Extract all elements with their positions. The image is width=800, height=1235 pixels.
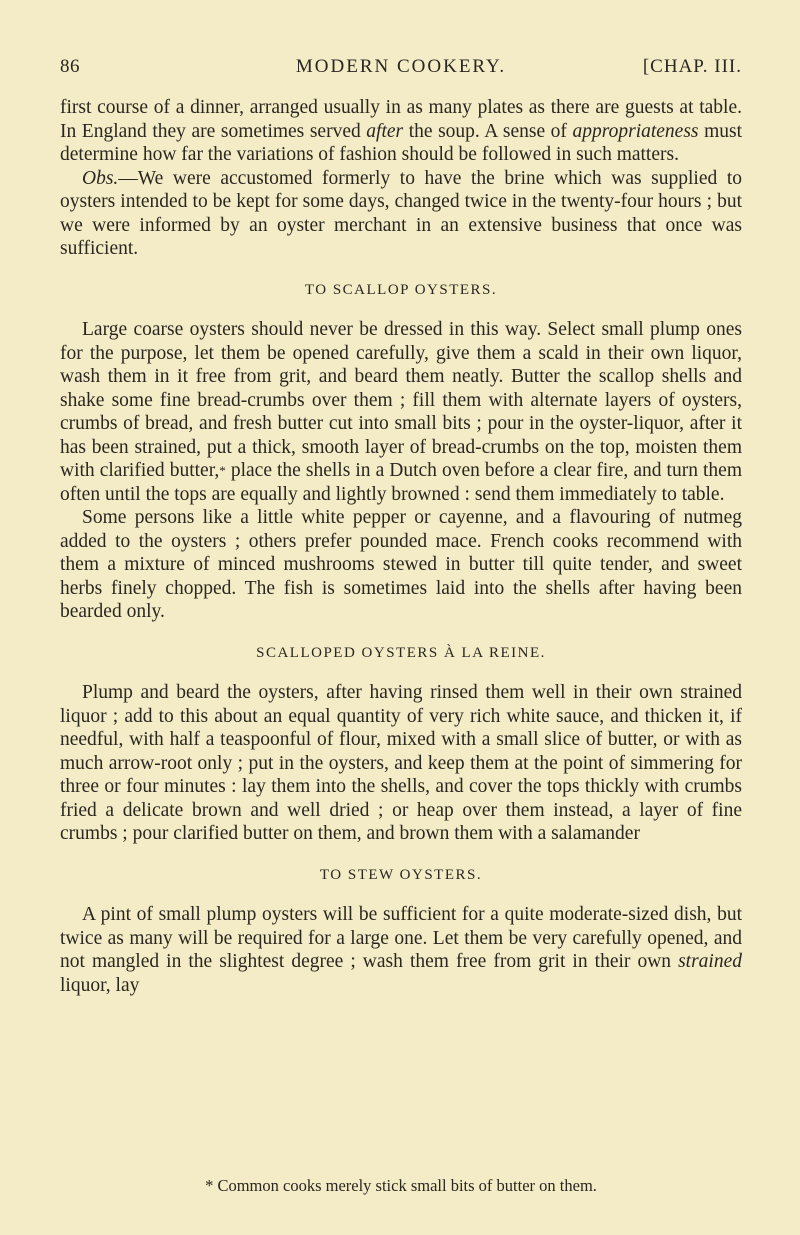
- recipe-heading-stew-oysters: TO STEW OYSTERS.: [319, 866, 483, 883]
- footnote-marker: *: [219, 463, 226, 478]
- page-number: 86: [60, 56, 80, 77]
- page-body: [60, 96, 742, 997]
- paragraph-continued: first course of a dinner, arranged usually in as many plates as there are guests at table. In England they are sometimes served after the soup. A sense of appropriateness must determine how far the variations of fashion should be followed in such matters.: [60, 97, 743, 165]
- running-title: MODERN COOKERY.: [295, 56, 507, 77]
- footnote: * Common cooks merely stick small bits of butter on them.: [205, 1176, 597, 1195]
- chapter-label: [CHAP. III.: [642, 56, 742, 77]
- paragraph-stew-oysters: A pint of small plump oysters will be sufficient for a quite moderate-sized dish, but twice as many will be required for a large one. Let them be very carefully opened, and not mangled in the slightest degree ; wash them free from grit in their own strained liquor, lay: [60, 904, 742, 996]
- paragraph-scallop-variations: Some persons like a little white pepper or cayenne, and a flavouring of nutmeg added to the oysters ; others prefer pounded mace. French cooks recommend with them a mixture of minced mushrooms stewed in butter till quite tender, and sweet herbs finely chopped. The fish is sometimes laid into the shells after having been bearded only.: [60, 507, 742, 622]
- paragraph-a-la-reine: Plump and beard the oysters, after having rinsed them well in their own strained liquor ; add to this about an equal quantity of very rich white sauce, and thicken it, if needful, with half a teaspoonful of flour, mixed with a small slice of butter, or with as much arrow-root only ; put in the oysters, and keep them at the point of simmering for three or four minutes : lay them into the shells, and cover the tops thickly with crumbs fried a delicate brown and well dried ; or heap over them instead, a layer of fine crumbs ; pour clarified butter on them, and brown them with a salamander: [60, 682, 742, 844]
- paragraph-scallop-method: Large coarse oysters should never be dressed in this way. Select small plump ones for the purpose, let them be opened carefully, give them a scald in their own liquor, wash them in it free from grit, and beard them neatly. Butter the scallop shells and shake some fine bread-crumbs over them ; fill them with alternate layers of oysters, crumbs of bread, and fresh butter cut into small bits ; pour in the oyster-liquor, after it has been strained, put a thick, smooth layer of bread-crumbs on the top, moisten them with clarified butter,* place the shells in a Dutch oven before a clear fire, and turn them often until the tops are equally and lightly browned : send them immediately to table.: [60, 319, 743, 505]
- recipe-heading-a-la-reine: SCALLOPED OYSTERS À LA REINE.: [256, 644, 546, 661]
- recipe-heading-scallop-oysters: TO SCALLOP OYSTERS.: [304, 281, 498, 298]
- paragraph-obs: Obs.—We were accustomed formerly to have the brine which was supplied to oysters intended to be kept for some days, changed twice in the twenty-four hours ; but we were informed by an oyster merchant in an extensive business that once was sufficient.: [60, 167, 742, 259]
- running-header: [60, 56, 742, 84]
